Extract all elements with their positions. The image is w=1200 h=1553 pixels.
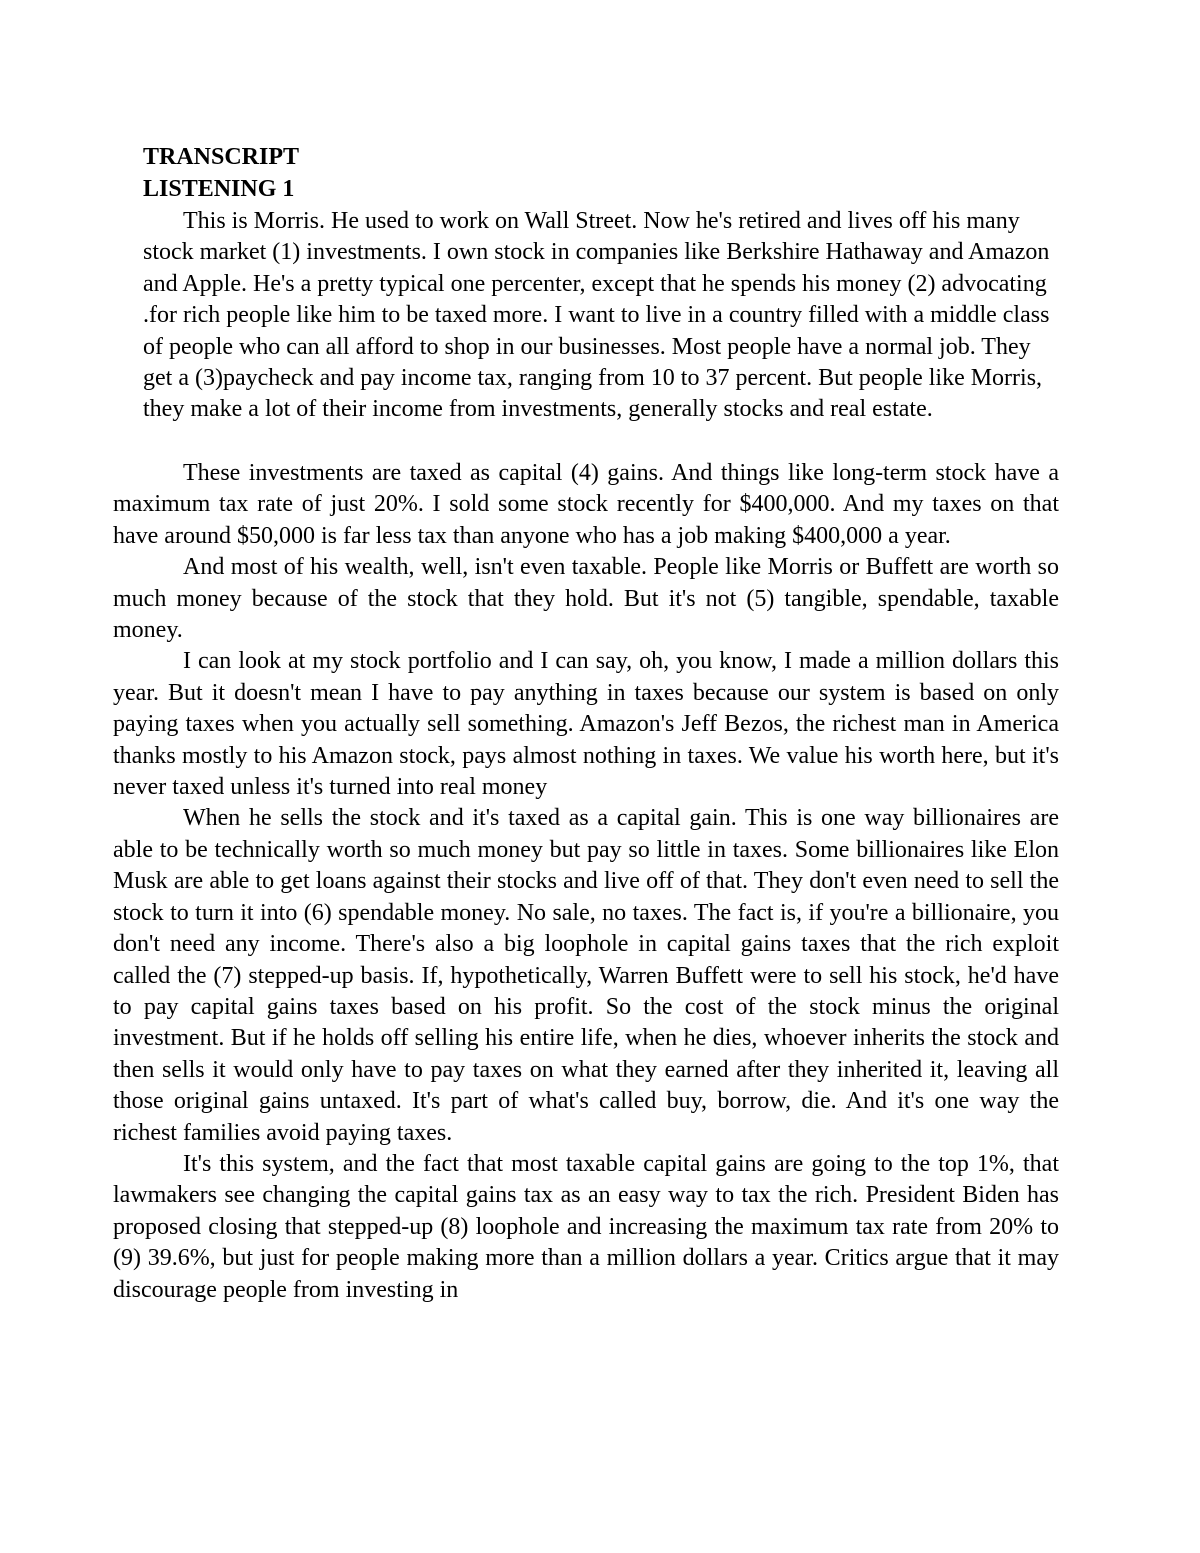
document-title: TRANSCRIPT [143, 144, 300, 170]
document-subtitle: LISTENING 1 [143, 176, 295, 202]
paragraph-2: These investments are taxed as capital (4) gains. And things like long-term stock have a maximum tax rate of just 20%. I sold some stock recently for $400,000. And my taxes on that have around $50,000 is far less tax than anyone who has a job making $400,000 a year. [113, 460, 1059, 549]
paragraph-1: This is Morris. He used to work on Wall Street. Now he's retired and lives off his many stock market (1) investments. I own stock in companies like Berkshire Hathaway and Amazon and Apple. He's a pretty typical one percenter, except that he spends his money (2) advocating .for rich people like him to be taxed more. I want to live in a country filled with a middle class of people who can all afford to shop in our businesses. Most people have a normal job. They get a (3)paycheck and pay income tax, ranging from 10 to 37 percent. But people like Morris, they make a lot of their income from investments, generally stocks and real estate. [143, 208, 1050, 423]
paragraph-4: I can look at my stock portfolio and I can say, oh, you know, I made a million dollars this year. But it doesn't mean I have to pay anything in taxes because our system is based on only paying taxes when you actually sell something. Amazon's Jeff Bezos, the richest man in America thanks mostly to his Amazon stock, pays almost nothing in taxes. We value his worth here, but it's never taxed unless it's turned into real money [113, 648, 1059, 801]
paragraph-6: It's this system, and the fact that most taxable capital gains are going to the top 1%, that lawmakers see changing the capital gains tax as an easy way to tax the rich. President Biden has proposed closing that stepped-up (8) loophole and increasing the maximum tax rate from 20% to (9) 39.6%, but just for people making more than a million dollars a year. Critics argue that it may discourage people from investing in [113, 1150, 1059, 1303]
paragraph-5: When he sells the stock and it's taxed as a capital gain. This is one way billionaires are able to be technically worth so much money but pay so little in taxes. Some billionaires like Elon Musk are able to get loans against their stocks and live off of that. They don't even need to sell the stock to turn it into (6) spendable money. No sale, no taxes. The fact is, if you're a billionaire, you don't need any income. There's also a big loophole in capital gains taxes that the rich exploit called the (7) stepped-up basis. If, hypothetically, Warren Buffett were to sell his stock, he'd have to pay capital gains taxes based on his profit. So the cost of the stock minus the original investment. But if he holds off selling his entire life, when he dies, whoever inherits the stock and then sells it would only have to pay taxes on what they earned after they inherited it, leaving all those original gains untaxed. It's part of what's called buy, borrow, die. And it's one way the richest families avoid paying taxes. [113, 805, 1059, 1146]
intro-block [143, 206, 1063, 426]
paragraph-3: And most of his wealth, well, isn't even taxable. People like Morris or Buffett are worth so much money because of the stock that they hold. But it's not (5) tangible, spendable, taxable money. [113, 554, 1059, 644]
body-text [113, 458, 1059, 1306]
